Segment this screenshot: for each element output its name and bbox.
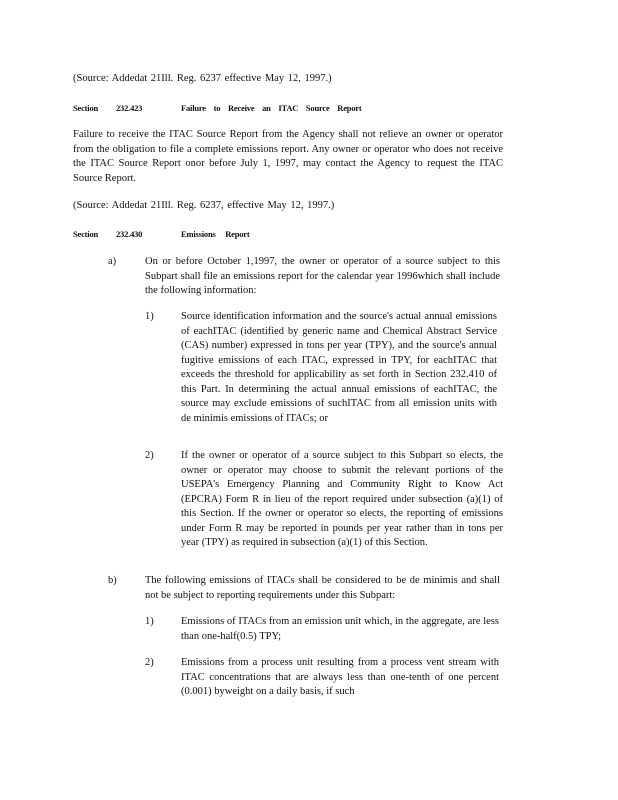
item-label-a1: 1) bbox=[145, 311, 154, 322]
section-number: 232.430 bbox=[116, 229, 143, 239]
item-label-b2: 2) bbox=[145, 657, 154, 668]
section-number: 232.423 bbox=[116, 103, 143, 113]
section-label: Section bbox=[73, 229, 99, 239]
source-note-2: (Source: Addedat 21Ill. Reg. 6237, effective May 12, 1997.) bbox=[73, 200, 335, 211]
section-title: Emissions Report bbox=[181, 229, 250, 239]
section-heading-423 bbox=[73, 103, 362, 113]
section-label: Section bbox=[73, 103, 99, 113]
item-text-b2: Emissions from a process unit resulting from a process vent stream with ITAC concentrations that are always less than one-tenth of one percent (0.001) byweight on a daily basis, if such bbox=[181, 657, 499, 697]
section-title: Failure to Receive an ITAC Source Report bbox=[181, 103, 362, 113]
item-label-b: b) bbox=[108, 575, 117, 586]
item-text-a2: If the owner or operator of a source subject to this Subpart so elects, the owner or operator may choose to submit the relevant portions of the USEPA's Emergency Planning and Community Right to Know Act (EPCRA) Form R in lieu of the report required under subsection (a)(1) of this Section. If the owner or operator so elects, the reporting of emissions under Form R may be reported in pounds per year rather than in tons per year (TPY) as required in subsection (a)(1) of this Section. bbox=[181, 450, 503, 548]
paragraph-failure-to-receive: Failure to receive the ITAC Source Report from the Agency shall not relieve an owner or operator from the obligation to file a complete emissions report. Any owner or operator who does not receive the ITAC Source Report onor before July 1, 1997, may contact the Agency to request the ITAC Source Report. bbox=[73, 129, 503, 184]
item-text-a1: Source identification information and the source's actual annual emissions of eachITAC (identified by generic name and Chemical Abstract Service (CAS) number) expressed in tons per year (TPY), and the source's annual fugitive emissions of each ITAC, expressed in TPY, for eachITAC that exceeds the threshold for applicability as set forth in Section 232.410 of this Part. In determining the actual annual emissions of eachITAC, the source may exclude emissions of suchITAC from all emission units with de minimis emissions of ITACs; or bbox=[181, 311, 497, 424]
section-heading-430 bbox=[73, 229, 250, 239]
item-text-b: The following emissions of ITACs shall be considered to be de minimis and shall not be subject to reporting requirements under this Subpart: bbox=[145, 575, 500, 601]
item-text-a: On or before October 1,1997, the owner or operator of a source subject to this Subpart shall file an emissions report for the calendar year 1996which shall include the following information: bbox=[145, 256, 500, 296]
item-label-a: a) bbox=[108, 256, 117, 267]
item-label-b1: 1) bbox=[145, 616, 154, 627]
item-label-a2: 2) bbox=[145, 450, 154, 461]
item-text-b1: Emissions of ITACs from an emission unit which, in the aggregate, are less than one-half(0.5) TPY; bbox=[181, 616, 499, 642]
source-note-1: (Source: Addedat 21Ill. Reg. 6237 effective May 12, 1997.) bbox=[73, 73, 332, 84]
